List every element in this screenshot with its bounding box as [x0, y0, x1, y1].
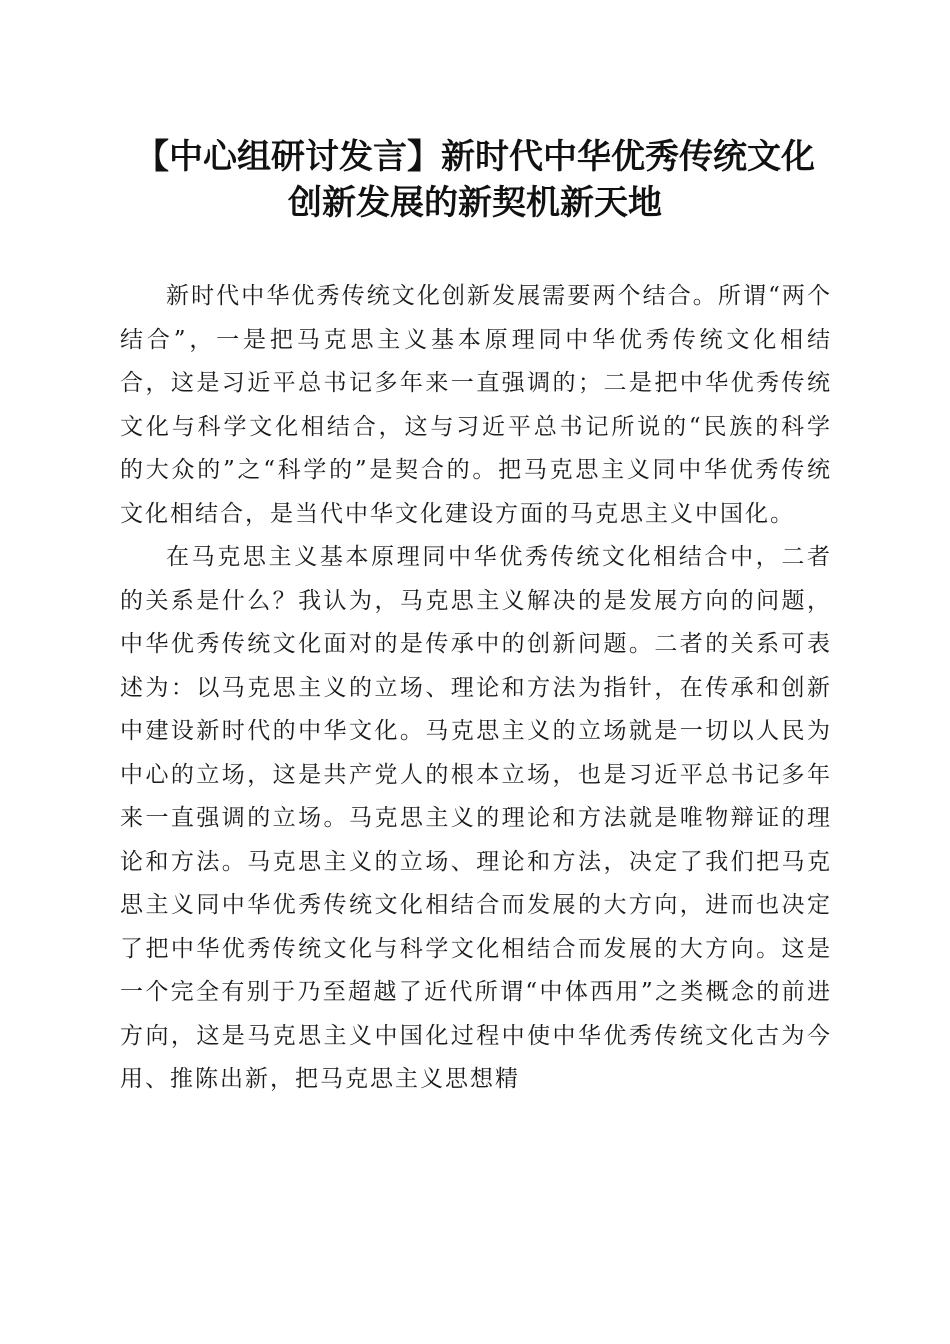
title-line-2: 创新发展的新契机新天地: [288, 183, 662, 223]
document-body: [120, 275, 832, 1102]
title-line-1: 【中心组研讨发言】新时代中华优秀传统文化: [135, 137, 815, 177]
document-title: [100, 134, 850, 226]
paragraph-1: 新时代中华优秀传统文化创新发展需要两个结合。所谓“两个结合”，一是把马克思主义基本原理同中华优秀传统文化相结合，这是习近平总书记多年来一直强调的；二是把中华优秀传统文化与科学文化相结合，这与习近平总书记所说的“民族的科学的大众的”之“科学的”是契合的。把马克思主义同中华优秀传统文化相结合，是当代中华文化建设方面的马克思主义中国化。: [120, 283, 832, 527]
paragraph-2: 在马克思主义基本原理同中华优秀传统文化相结合中，二者的关系是什么？我认为，马克思主义解决的是发展方向的问题，中华优秀传统文化面对的是传承中的创新问题。二者的关系可表述为：以马克思主义的立场、理论和方法为指针，在传承和创新中建设新时代的中华文化。马克思主义的立场就是一切以人民为中心的立场，这是共产党人的根本立场，也是习近平总书记多年来一直强调的立场。马克思主义的理论和方法就是唯物辩证的理论和方法。马克思主义的立场、理论和方法，决定了我们把马克思主义同中华优秀传统文化相结合而发展的大方向，进而也决定了把中华优秀传统文化与科学文化相结合而发展的大方向。这是一个完全有别于乃至超越了近代所谓“中体西用”之类概念的前进方向，这是马克思主义中国化过程中使中华优秀传统文化古为今用、推陈出新，把马克思主义思想精: [120, 544, 832, 1092]
